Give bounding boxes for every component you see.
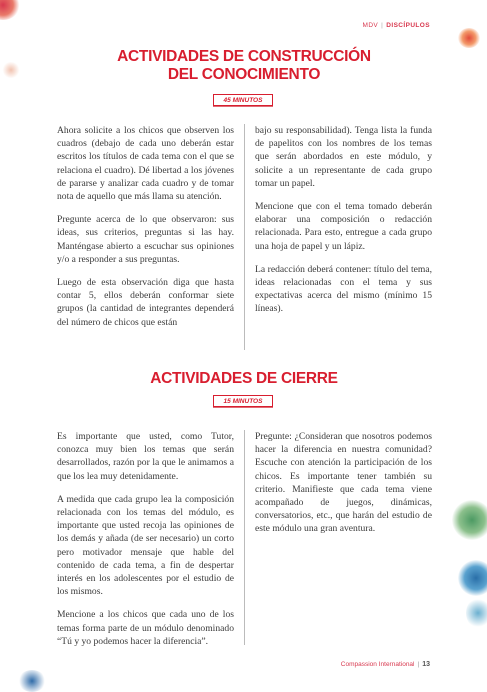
section2-duration-badge: 15 MINUTOS xyxy=(213,395,273,407)
decorative-splash xyxy=(452,500,487,540)
paragraph: A medida que cada grupo lea la composición relacionada con los temas del módulo, es importante que usted recoja las opiniones de los demás y añada (de ser necesario) un corto pero motivador mensaje que hable del contenido de cada tema, a fin de despertar interés en los adolescentes por el estudio de los mismos. xyxy=(57,493,234,598)
header-right: DISCÍPULOS xyxy=(386,22,430,29)
decorative-splash xyxy=(458,28,480,48)
header-separator: | xyxy=(381,22,384,29)
page-footer xyxy=(341,661,430,668)
paragraph: Pregunte acerca de lo que observaron: sus ideas, sus criterios, preguntas si las hay. Manténgase abierto a escuchar sus opiniones y/o a responder a sus preguntas. xyxy=(57,214,234,265)
decorative-splash xyxy=(18,670,46,692)
section2-left-column xyxy=(57,430,234,658)
section2-right-column xyxy=(255,430,432,546)
paragraph: Luego de esta observación diga que hasta contar 5, ellos deberán conformar siete grupos (la cantidad de integrantes dependerá del número de chicos que están xyxy=(57,277,234,328)
section1-right-column xyxy=(255,124,432,326)
decorative-splash xyxy=(0,0,20,20)
footer-separator: | xyxy=(417,661,420,668)
header-left: MDV xyxy=(362,22,379,29)
paragraph: Ahora solicite a los chicos que observen los cuadros (debajo de cada uno deberán estar escritos los títulos de cada tema con el que se relaciona el cuadro). Dé libertad a los jóvenes de pararse y analizar cada cuadro y de tomar nota de aquello que más llama su atención. xyxy=(57,125,234,203)
paragraph: La redacción deberá contener: título del tema, ideas relacionadas con el tema y sus expectativas acerca del mismo (mínimo 15 líneas). xyxy=(255,263,432,315)
paragraph: Es importante que usted, como Tutor, conozca muy bien los temas que serán desarrollados, razón por la que le animamos a que los lea muy detenidamente. xyxy=(57,431,234,482)
column-divider xyxy=(244,124,245,350)
paragraph: bajo su responsabilidad). Tenga lista la funda de papelitos con los nombres de los temas que serán abordados en este módulo, y solicite a un representante de cada grupo tomar un papel. xyxy=(255,125,432,189)
decorative-splash xyxy=(466,598,487,628)
section1-title-line2: DEL CONOCIMIENTO xyxy=(167,66,321,83)
section1-left-column xyxy=(57,124,234,339)
paragraph: Pregunte: ¿Consideran que nosotros podemos hacer la diferencia en nuestra comunidad? Escuche con atención la participación de los chicos. Es importante tener también su criterio. Manifieste que cada tema viene acompañado de juegos, dinámicas, conversatorios, etc., que harán del estudio de este módulo una gran aventura. xyxy=(255,431,432,535)
running-header xyxy=(363,22,430,29)
section1-title xyxy=(60,48,428,84)
column-divider xyxy=(244,430,245,645)
section2-title: ACTIVIDADES DE CIERRE xyxy=(150,370,338,387)
section1-duration-badge: 45 MINUTOS xyxy=(213,94,273,106)
decorative-splash xyxy=(2,62,20,78)
paragraph: Mencione que con el tema tomado deberán elaborar una composición o redacción relacionada. Para esto, entregue a cada grupo una hoja de papel y un lápiz. xyxy=(255,201,432,252)
page-number: 13 xyxy=(422,661,430,668)
footer-brand: Compassion International xyxy=(340,661,415,668)
decorative-splash xyxy=(458,560,487,596)
paragraph: Mencione a los chicos que cada uno de los temas forma parte de un módulo denominado “Tú y yo podemos hacer la diferencia”. xyxy=(57,609,234,647)
section1-title-line1: ACTIVIDADES DE CONSTRUCCIÓN xyxy=(117,48,371,65)
